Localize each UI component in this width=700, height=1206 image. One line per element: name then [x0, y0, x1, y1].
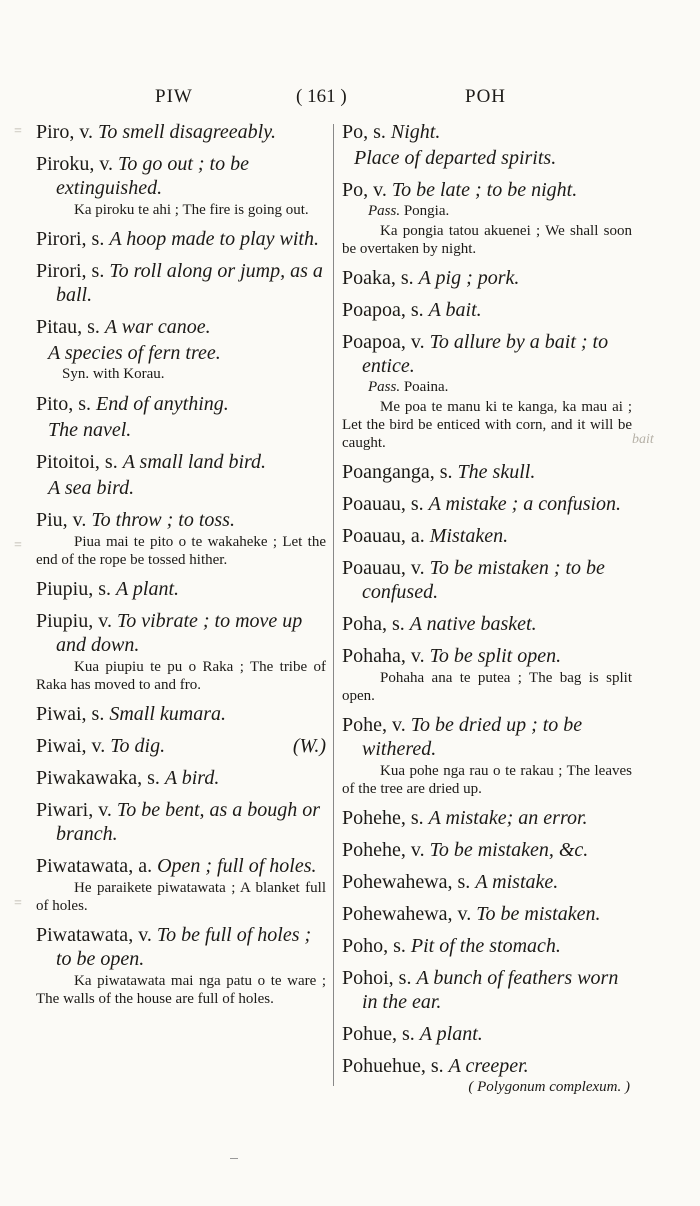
- page-number: ( 161 ): [296, 86, 347, 107]
- headword: Pohewahewa, s.: [342, 871, 471, 893]
- definition: End of anything.: [96, 393, 229, 415]
- margin-mark: =: [14, 124, 22, 139]
- margin-mark: =: [14, 538, 22, 553]
- definition: Open ; full of holes.: [157, 855, 317, 877]
- headword: Poaka, s.: [342, 267, 414, 289]
- example: Ka piwatawata mai nga patu o te ware ; The walls of the house are full of holes.: [36, 973, 326, 1007]
- definition: To dig.: [110, 735, 166, 757]
- second-sense: A sea bird.: [48, 477, 135, 499]
- headword: Piro, v.: [36, 121, 94, 143]
- entry: [342, 838, 632, 862]
- entry: [36, 259, 326, 307]
- definition: To go out ; to be extinguished.: [56, 153, 249, 199]
- headword: Poanganga, s.: [342, 461, 453, 483]
- column-divider: [333, 124, 334, 1086]
- definition: Pit of the stomach.: [410, 935, 561, 957]
- entry: [36, 450, 326, 500]
- headword: Piwatawata, v.: [36, 924, 152, 946]
- entry: [342, 612, 632, 636]
- running-header: [0, 86, 700, 110]
- definition: A creeper.: [448, 1055, 529, 1077]
- entry: [342, 902, 632, 926]
- entry: [342, 298, 632, 322]
- entry: [342, 870, 632, 894]
- headword: Pito, s.: [36, 393, 92, 415]
- headword: Poauau, a.: [342, 525, 425, 547]
- headword: Poauau, s.: [342, 493, 424, 515]
- example: Kua piupiu te pu o Raka ; The tribe of Raka has moved to and fro.: [36, 659, 326, 693]
- headword: Po, s.: [342, 121, 386, 143]
- headword: Poauau, v.: [342, 557, 425, 579]
- headword: Pitau, s.: [36, 316, 100, 338]
- definition: Night.: [390, 121, 441, 143]
- entry: [36, 702, 326, 726]
- entry: [36, 854, 326, 915]
- entry: [342, 1022, 632, 1046]
- headword: Poho, s.: [342, 935, 406, 957]
- headword: Poha, s.: [342, 613, 405, 635]
- definition: To be mistaken ; to be confused.: [362, 557, 605, 603]
- definition: A small land bird.: [122, 451, 267, 473]
- headword: Piwai, s.: [36, 703, 105, 725]
- passive-form: [342, 202, 632, 221]
- second-sense: A species of fern tree.: [48, 342, 221, 364]
- definition: To be mistaken.: [476, 903, 601, 925]
- passive-form: [342, 378, 632, 397]
- example: He paraikete piwatawata ; A blanket full of holes.: [36, 880, 326, 914]
- headword: Piwai, v.: [36, 735, 106, 757]
- entry: [342, 806, 632, 830]
- entry: [36, 392, 326, 442]
- definition: A mistake.: [475, 871, 559, 893]
- entry: [342, 713, 632, 798]
- second-sense: The navel.: [48, 419, 132, 441]
- passive-word: Poaina.: [403, 379, 449, 395]
- definition: A mistake; an error.: [428, 807, 588, 829]
- definition: To allure by a bait ; to entice.: [362, 331, 609, 377]
- entry: [36, 508, 326, 569]
- handwritten-note: bait: [632, 432, 654, 447]
- entry: [342, 460, 632, 484]
- headword: Pohaha, v.: [342, 645, 425, 667]
- entry: [36, 609, 326, 694]
- definition: To vibrate ; to move up and down.: [56, 610, 303, 656]
- headword: Pirori, s.: [36, 260, 105, 282]
- definition: A bait.: [428, 299, 482, 321]
- entry: [342, 330, 632, 452]
- header-left: PIW: [155, 86, 193, 107]
- entry: [342, 266, 632, 290]
- entry: [36, 120, 326, 144]
- headword: Pitoitoi, s.: [36, 451, 118, 473]
- headword: Poapoa, s.: [342, 299, 424, 321]
- headword: Piu, v.: [36, 509, 87, 531]
- passive-label: Pass.: [368, 379, 401, 395]
- headword: Pohe, v.: [342, 714, 406, 736]
- definition: A war canoe.: [104, 316, 211, 338]
- definition: To be dried up ; to be withered.: [362, 714, 583, 760]
- headword: Poapoa, v.: [342, 331, 425, 353]
- example: Kua pohe nga rau o te rakau ; The leaves of the tree are dried up.: [342, 763, 632, 797]
- headword: Piwakawaka, s.: [36, 767, 160, 789]
- definition: A hoop made to play with.: [109, 228, 319, 250]
- definition: To be mistaken, &c.: [429, 839, 589, 861]
- headword: Pohuehue, s.: [342, 1055, 444, 1077]
- botanical-name: ( Polygonum complexum. ): [468, 1079, 630, 1095]
- entry: [342, 644, 632, 705]
- left-column: [36, 120, 326, 1016]
- definition: A mistake ; a confusion.: [428, 493, 622, 515]
- definition: To be split open.: [429, 645, 562, 667]
- definition: Mistaken.: [429, 525, 509, 547]
- margin-mark: =: [14, 896, 22, 911]
- definition: A pig ; pork.: [418, 267, 520, 289]
- second-sense: Place of departed spirits.: [354, 147, 557, 169]
- definition: A native basket.: [409, 613, 537, 635]
- entry: [342, 556, 632, 604]
- definition: A plant.: [419, 1023, 483, 1045]
- example: Ka pongia tatou akuenei ; We shall soon be overtaken by night.: [342, 223, 632, 257]
- headword: Piupiu, s.: [36, 578, 112, 600]
- synonym: Syn. with Korau.: [62, 366, 165, 382]
- passive-label: Pass.: [368, 203, 401, 219]
- headword: Pohue, s.: [342, 1023, 415, 1045]
- entry: [36, 577, 326, 601]
- definition: To be full of holes ; to be open.: [56, 924, 312, 970]
- definition: To be bent, as a bough or branch.: [56, 799, 321, 845]
- headword: Piwari, v.: [36, 799, 112, 821]
- definition: The skull.: [457, 461, 536, 483]
- definition: To throw ; to toss.: [91, 509, 235, 531]
- headword: Piroku, v.: [36, 153, 114, 175]
- definition: To be late ; to be night.: [391, 179, 578, 201]
- entry: [342, 934, 632, 958]
- headword: Piupiu, v.: [36, 610, 112, 632]
- entry: [36, 227, 326, 251]
- headword: Po, v.: [342, 179, 387, 201]
- entry: [342, 492, 632, 516]
- entry: [36, 734, 326, 758]
- definition: A plant.: [116, 578, 179, 600]
- definition: A bunch of feathers worn in the ear.: [362, 967, 619, 1013]
- entry: [36, 923, 326, 1008]
- definition: Small kumara.: [109, 703, 227, 725]
- definition: A bird.: [164, 767, 220, 789]
- entry: [342, 966, 632, 1014]
- entry: [36, 315, 326, 384]
- headword: Pohehe, s.: [342, 807, 424, 829]
- entry: [36, 766, 326, 790]
- headword: Pirori, s.: [36, 228, 105, 250]
- headword: Pohehe, v.: [342, 839, 425, 861]
- headword: Pohoi, s.: [342, 967, 412, 989]
- entry: [342, 120, 632, 170]
- example: Me poa te manu ki te kanga, ka mau ai ; Let the bird be enticed with corn, and it will be caught.: [342, 399, 632, 451]
- headword: Piwatawata, a.: [36, 855, 153, 877]
- example: Pohaha ana te putea ; The bag is split open.: [342, 670, 632, 704]
- header-right: POH: [465, 86, 507, 107]
- definition: To smell disagreeably.: [98, 121, 277, 143]
- example: Piua mai te pito o te wakaheke ; Let the end of the rope be tossed hither.: [36, 534, 326, 568]
- entry: [342, 524, 632, 548]
- definition: To roll along or jump, as a ball.: [56, 260, 323, 306]
- entry: [36, 798, 326, 846]
- source-tag: (W.): [292, 735, 326, 757]
- passive-word: Pongia.: [403, 203, 450, 219]
- example: Ka piroku te ahi ; The fire is going out.: [74, 202, 309, 218]
- entry: [342, 1054, 632, 1097]
- page-dash: [230, 1158, 238, 1159]
- entry: [342, 178, 632, 258]
- entry: [36, 152, 326, 219]
- headword: Pohewahewa, v.: [342, 903, 472, 925]
- right-column: [342, 120, 632, 1105]
